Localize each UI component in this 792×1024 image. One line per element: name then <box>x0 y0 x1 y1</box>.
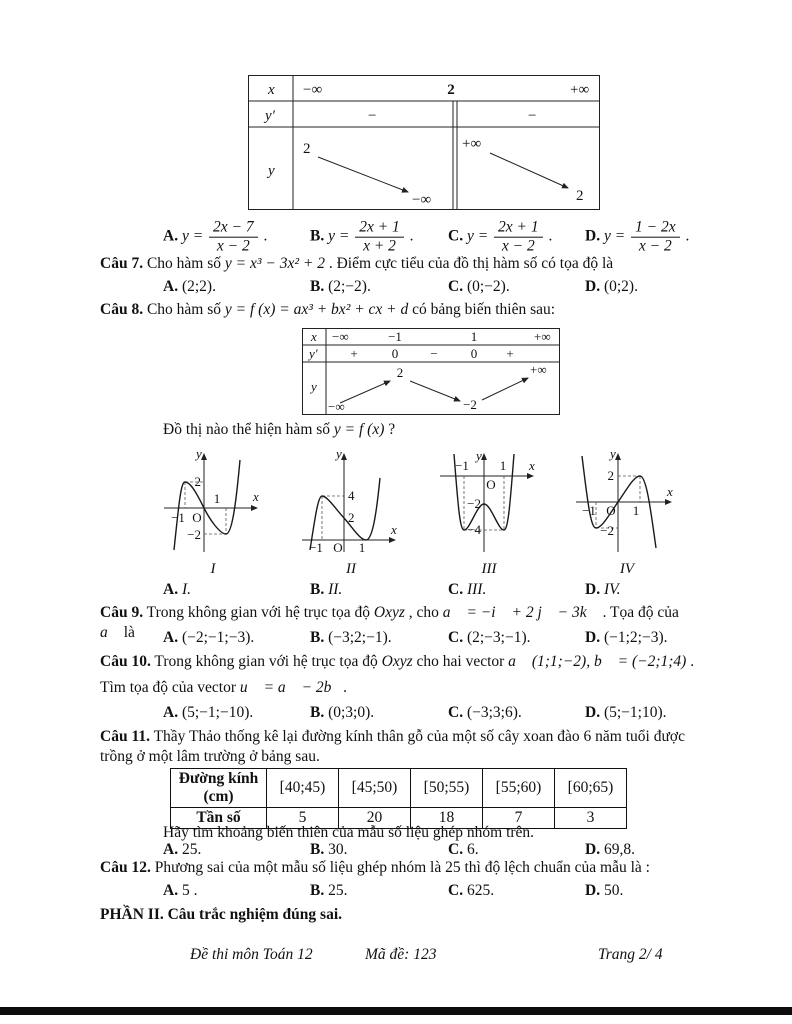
x-axis-label: x <box>529 458 535 473</box>
q12-options <box>0 882 792 904</box>
q8-option-a <box>163 581 191 599</box>
y-top-right: +∞ <box>462 136 482 152</box>
variation-table-q6 <box>248 75 600 210</box>
interval-2: [50;55) <box>411 769 483 808</box>
row-header-x: x <box>268 82 275 98</box>
question-text: Trong không gian với hệ trục tọa độ <box>143 604 374 621</box>
question-12 <box>100 858 700 878</box>
x-value-minus1: −1 <box>388 329 402 344</box>
fraction <box>494 219 543 256</box>
option-label: A. <box>163 581 179 598</box>
sign-left: − <box>368 108 377 124</box>
q12-option-a <box>163 882 197 900</box>
x-axis-label: x <box>253 489 259 504</box>
part2-heading <box>100 906 342 924</box>
option-text: I. <box>181 581 191 598</box>
option-label: D. <box>585 882 601 899</box>
interval-1: [45;50) <box>339 769 411 808</box>
question-text: . <box>686 653 695 670</box>
x-left-infinity: −∞ <box>332 329 349 344</box>
decreasing-arrow-left <box>318 157 408 192</box>
tick-2: 2 <box>348 510 355 525</box>
graph-IV-numeral: IV <box>619 561 635 577</box>
option-text: (2;2). <box>181 278 216 295</box>
option-text: (2;−3;−1). <box>466 629 531 646</box>
sign-zero-2: 0 <box>470 346 478 361</box>
option-label: B. <box>310 882 325 899</box>
interval-0: [40;45) <box>267 769 339 808</box>
footer-exam-code <box>365 946 436 964</box>
tick-2: 2 <box>607 468 614 483</box>
graph-II-plot <box>296 446 406 556</box>
question-math: a⃗ <box>100 624 120 641</box>
question-math: y = x³ − 3x² + 2 <box>224 255 325 272</box>
origin-label: O <box>486 477 496 492</box>
tick-minus2: −2 <box>187 527 201 542</box>
q9-option-a <box>163 629 254 647</box>
fraction <box>631 219 680 256</box>
q8-option-b <box>310 581 342 599</box>
option-label: A. <box>163 704 179 721</box>
fraction-numerator: 2x + 1 <box>494 219 543 238</box>
origin-label: O <box>333 540 343 555</box>
decreasing-arrow <box>410 381 460 401</box>
fraction-numerator: 2x − 7 <box>209 219 258 238</box>
freq-1: 20 <box>339 808 411 829</box>
question-text: Tìm tọa độ của vector <box>100 679 240 696</box>
option-text: 6. <box>466 841 479 858</box>
question-text: Hãy tìm khoảng biến thiên của mẫu số liệu ghép nhóm trên. <box>163 824 535 841</box>
option-text: 50. <box>603 882 624 899</box>
question-number: Câu 9. <box>100 604 144 621</box>
tick-1: 1 <box>213 491 221 506</box>
q6-option-a <box>163 219 267 256</box>
fraction-denominator: x − 2 <box>216 237 250 255</box>
graph-IV-plot <box>572 446 682 556</box>
option-text: (0;−2). <box>466 278 510 295</box>
tick-1: 1 <box>632 503 640 518</box>
increasing-arrow-1 <box>340 381 390 403</box>
footer-page-number <box>598 946 663 964</box>
origin-label: O <box>192 510 202 525</box>
freq-0: 5 <box>267 808 339 829</box>
guide-dashes <box>322 496 344 540</box>
option-label: A. <box>163 278 179 295</box>
q9-option-d <box>585 629 668 647</box>
variation-table-q8 <box>302 328 560 415</box>
question-text: cho hai vector <box>412 653 509 670</box>
q6-option-d <box>585 219 689 256</box>
option-label: A. <box>163 841 179 858</box>
row-header-y-prime: y′ <box>265 108 275 124</box>
option-math-prefix: y = <box>466 227 489 245</box>
freq-4: 3 <box>555 808 627 829</box>
y-axis-label: y <box>336 446 342 461</box>
question-text: . Điểm cực tiểu của đồ thị hàm số có tọa độ là <box>324 255 614 272</box>
option-text: 625. <box>466 882 495 899</box>
q10-options <box>0 704 792 726</box>
question-number: Câu 12. <box>100 859 151 876</box>
fraction-denominator: x − 2 <box>501 237 535 255</box>
option-label: B. <box>310 629 325 646</box>
option-label: C. <box>448 629 464 646</box>
freq-3: 7 <box>483 808 555 829</box>
option-text: IV. <box>603 581 621 598</box>
row-header-y: y <box>268 163 275 179</box>
option-math-prefix: y = <box>328 227 350 245</box>
question-math: y = f (x) = ax³ + bx² + cx + d <box>224 301 409 318</box>
q11-option-a <box>163 841 201 859</box>
q8-option-d <box>585 581 620 599</box>
y-axis-label: y <box>196 446 202 461</box>
option-text: 5 . <box>181 882 198 899</box>
fraction-numerator: 2x + 1 <box>355 219 404 238</box>
header-frequency: Tần số <box>171 808 267 829</box>
graph-III-plot <box>434 446 544 556</box>
footer-subject <box>190 946 313 964</box>
tick-1: 1 <box>358 540 366 555</box>
q7-option-b <box>310 278 371 296</box>
decreasing-arrow-right <box>490 153 568 188</box>
graph-I-numeral: I <box>210 561 216 577</box>
q11-option-b <box>310 841 347 859</box>
question-11 <box>100 727 692 767</box>
q12-option-c <box>448 882 494 900</box>
option-label: B. <box>310 841 325 858</box>
x-right-infinity: +∞ <box>570 82 590 98</box>
frequency-table <box>170 768 627 829</box>
option-text: 30. <box>328 841 348 858</box>
option-text: (5;−1;10). <box>603 704 667 721</box>
q8-option-c <box>448 581 486 599</box>
freq-2: 18 <box>411 808 483 829</box>
q11-subquestion <box>163 823 683 843</box>
option-text: (0;3;0). <box>328 704 375 721</box>
y-bottom-left: −∞ <box>412 192 432 208</box>
question-text: , cho <box>404 604 443 621</box>
option-text: (0;2). <box>603 278 638 295</box>
graph-II-numeral: II <box>346 561 356 577</box>
tick-minus1: −1 <box>171 510 185 525</box>
option-text: 69,8. <box>603 841 635 858</box>
option-label: B. <box>310 704 325 721</box>
footer-page-number-text: Trang 2/ 4 <box>598 946 663 963</box>
option-text: (−3;3;6). <box>466 704 522 721</box>
q10-option-a <box>163 704 253 722</box>
option-suffix: . <box>409 227 414 245</box>
question-text: có bảng biến thiên sau: <box>408 301 556 318</box>
question-number: Câu 8. <box>100 301 144 318</box>
q6-option-c <box>448 219 552 256</box>
option-text: (−3;2;−1). <box>328 629 392 646</box>
option-label: B. <box>310 581 325 598</box>
option-label: D. <box>585 278 601 295</box>
graph-II <box>296 446 406 578</box>
question-7 <box>100 254 700 274</box>
question-text: là <box>119 624 135 641</box>
y-axis-label: y <box>476 448 482 463</box>
tick-2: 2 <box>194 474 201 489</box>
part2-title: PHẦN II. Câu trắc nghiệm đúng sai. <box>100 906 342 923</box>
question-math: Oxyz <box>381 653 413 670</box>
q12-option-b <box>310 882 347 900</box>
fraction-numerator: 1 − 2x <box>631 219 680 238</box>
q9-option-c <box>448 629 531 647</box>
option-label: D. <box>585 704 601 721</box>
graph-I <box>158 446 268 578</box>
tick-4: 4 <box>348 488 355 503</box>
row-header-y: y <box>311 379 317 394</box>
option-text: II. <box>328 581 343 598</box>
option-label: D. <box>585 581 601 598</box>
x-value-1: 1 <box>470 329 478 344</box>
question-number: Câu 7. <box>100 255 144 272</box>
question-10 <box>100 652 700 672</box>
graph-III-numeral: III <box>481 561 497 577</box>
footer-exam-code-text: Mã đề: 123 <box>365 946 437 963</box>
interval-3: [55;60) <box>483 769 555 808</box>
footer-subject-text: Đề thi môn Toán 12 <box>190 946 313 963</box>
option-text: (5;−1;−10). <box>181 704 254 721</box>
graph-III <box>434 446 544 578</box>
tick-minus4: −4 <box>467 522 481 537</box>
option-label: B. <box>310 278 325 295</box>
x-left-infinity: −∞ <box>303 82 323 98</box>
option-suffix: . <box>685 227 690 245</box>
question-math: Oxyz <box>373 604 405 621</box>
question-math: a⃗ = −i⃗ + 2 j⃗ − 3k⃗ <box>442 604 599 621</box>
y-bottom-left: −∞ <box>328 399 345 414</box>
question-math: u⃗ = a⃗ − 2b⃗. <box>239 679 348 696</box>
fraction-denominator: x − 2 <box>638 237 672 255</box>
option-label: D. <box>585 841 601 858</box>
x-value-2: 2 <box>447 82 455 98</box>
tick-1: 1 <box>499 458 507 473</box>
q11-option-c <box>448 841 479 859</box>
tick-minus1: −1 <box>582 503 596 518</box>
page-bottom-edge <box>0 1007 792 1015</box>
q10-option-c <box>448 704 522 722</box>
question-text: . Tọa độ của <box>598 604 679 621</box>
tick-minus1: −1 <box>455 458 469 473</box>
tick-minus2: −2 <box>467 496 481 511</box>
option-suffix: . <box>548 227 553 245</box>
option-label: A. <box>163 227 179 245</box>
x-axis-label: x <box>667 484 673 499</box>
q10-option-d <box>585 704 667 722</box>
option-label: C. <box>448 227 464 245</box>
fraction <box>355 219 404 256</box>
option-label: C. <box>448 704 464 721</box>
sign-zero-1: 0 <box>391 346 399 361</box>
question-math: y = f (x) <box>333 421 385 438</box>
question-text: Thầy Thảo thống kê lại đường kính thân gỗ của một số cây xoan đào 6 năm tuổi được trồng ở một lâm trường ở bảng sau. <box>100 728 685 765</box>
q7-option-c <box>448 278 510 296</box>
question-number: Câu 11. <box>100 728 150 745</box>
option-label: B. <box>310 227 325 245</box>
question-text: ? <box>384 421 396 438</box>
y-top-left: 2 <box>303 141 311 157</box>
q10-option-b <box>310 704 374 722</box>
option-text: (−1;2;−3). <box>603 629 668 646</box>
question-text: Cho hàm số <box>143 255 225 272</box>
option-label: C. <box>448 841 464 858</box>
option-text: 25. <box>181 841 202 858</box>
q7-options <box>0 278 792 300</box>
q7-option-d <box>585 278 638 296</box>
origin-label: O <box>606 503 616 518</box>
q6-option-b <box>310 219 414 256</box>
q9-option-b <box>310 629 392 647</box>
header-diameter: Đường kính (cm) <box>171 769 267 808</box>
q11-option-d <box>585 841 635 859</box>
table-border <box>249 76 600 210</box>
q9-options <box>0 629 792 651</box>
graph-I-plot <box>158 446 268 556</box>
graph-IV <box>572 446 682 578</box>
cubic-curve <box>174 460 240 550</box>
option-math-prefix: y = <box>603 227 626 245</box>
question-10-line2 <box>100 678 700 698</box>
increasing-arrow-2 <box>482 378 528 400</box>
tick-minus2: −2 <box>600 523 614 538</box>
fraction <box>209 219 258 256</box>
interval-4: [60;65) <box>555 769 627 808</box>
row-header-x: x <box>311 329 317 344</box>
option-label: A. <box>163 882 179 899</box>
option-label: D. <box>585 629 601 646</box>
option-text: (2;−2). <box>328 278 371 295</box>
option-math-prefix: y = <box>181 227 204 245</box>
option-label: C. <box>448 882 464 899</box>
q8-options <box>0 581 792 603</box>
q8-subquestion <box>163 420 683 440</box>
y-min-minus2: −2 <box>463 397 477 412</box>
y-axis-label: y <box>610 446 616 461</box>
option-text: (−2;−1;−3). <box>181 629 255 646</box>
table-header-row <box>171 769 627 808</box>
sign-plus-2: + <box>506 346 514 361</box>
x-right-infinity: +∞ <box>534 329 551 344</box>
question-text: Trong không gian với hệ trục tọa độ <box>150 653 382 670</box>
question-text: Cho hàm số <box>143 301 225 318</box>
sign-plus-1: + <box>350 346 358 361</box>
option-text: III. <box>466 581 487 598</box>
sign-right: − <box>528 108 537 124</box>
option-label: A. <box>163 629 179 646</box>
question-math: a⃗ (1;1;−2), b⃗ = (−2;1;4) <box>508 653 687 670</box>
y-top-right: +∞ <box>530 362 547 377</box>
option-label: C. <box>448 581 464 598</box>
row-header-y-prime: y′ <box>309 346 318 361</box>
y-max-2: 2 <box>396 365 404 380</box>
question-text: Phương sai của một mẫu số liệu ghép nhóm là 25 thì độ lệch chuẩn của mẫu là : <box>150 859 650 876</box>
option-label: D. <box>585 227 601 245</box>
q12-option-d <box>585 882 623 900</box>
fraction-denominator: x + 2 <box>363 237 396 255</box>
option-label: C. <box>448 278 464 295</box>
sign-minus: − <box>430 346 438 361</box>
q7-option-a <box>163 278 216 296</box>
y-bottom-right: 2 <box>576 188 584 204</box>
option-suffix: . <box>263 227 268 245</box>
x-axis-label: x <box>391 522 397 537</box>
option-text: 25. <box>328 882 348 899</box>
question-8 <box>100 300 700 320</box>
tick-minus1: −1 <box>309 540 323 555</box>
question-number: Câu 10. <box>100 653 151 670</box>
question-text: Đồ thị nào thể hiện hàm số <box>163 421 334 438</box>
